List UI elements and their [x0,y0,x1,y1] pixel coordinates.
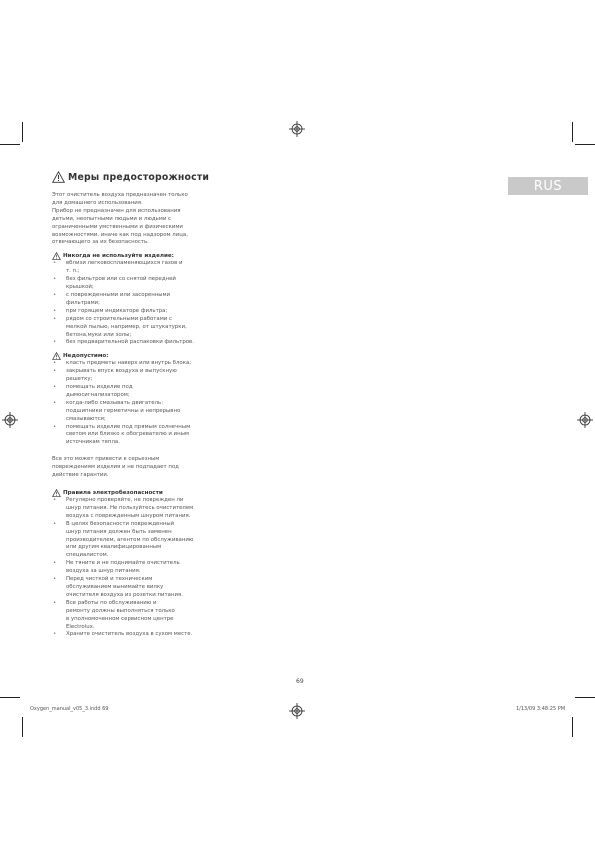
list-item: • Регулярно проверяйте, не поврежден ли шнур питания. Не пользуйтесь очистителем воздуха с поврежденным шнуром питания. [52,497,212,521]
list-item: • Перед чисткой и техническим обслуживанием вынимайте вилку очистителя воздуха из розетки питания. [52,576,212,600]
title-row [52,168,212,186]
crop-mark-top-left-h [0,144,20,145]
warning-triangle-icon [52,252,61,260]
language-tab: RUS [508,177,588,195]
crop-mark-bottom-right-h [575,697,595,698]
page-number: 69 [296,678,304,685]
list-item: • без предварительной распаковки фильтров. [52,339,212,347]
never-use-list [52,260,212,347]
electrical-list [52,497,212,639]
list-item: • когда-либо смазывать двигатель: подшипники герметичны и непрерывно смазываются; [52,400,212,424]
page-title: Меры предосторожности [68,171,210,183]
registration-mark-icon [289,121,305,137]
registration-mark-icon [289,703,305,719]
crop-mark-bottom-left-v [22,717,23,737]
crop-mark-bottom-right-v [572,717,573,737]
not-allowed-heading: Недопустимо: [63,352,109,359]
list-item: • с поврежденными или засоренными фильтрами; [52,292,212,308]
never-use-heading: Никогда не используйте изделие: [63,252,174,259]
list-item: • Все работы по обслуживанию и ремонту должны выполняться только в уполномоченном сервисном центре Electrolux. [52,600,212,632]
crop-mark-top-right-v [572,122,573,142]
crop-mark-bottom-left-h [0,697,20,698]
warning-triangle-icon [52,489,61,497]
registration-mark-icon [2,412,18,428]
list-item: • класть предметы наверх или внутрь блока; [52,360,212,368]
footer-timestamp: 1/13/09 3:48:25 PM [516,706,566,712]
list-item: • вблизи легковоспламеняющихся газов и т. п.; [52,260,212,276]
list-item: • Храните очиститель воздуха в сухом месте. [52,631,212,639]
list-item: • помещать изделие под прямым солнечным светом или близко к обогревателю и иным источникам тепла. [52,424,212,448]
intro-text: Этот очиститель воздуха предназначен только для домашнего использования. Прибор не предназначен для использования детьми, неопытными людьми и людьми с ограниченными умственными и физическими возможностями, иначе как под надзором лица, отвечающего за их безопасность. [52,192,188,246]
list-item: • без фильтров или со снятой передней крышкой; [52,276,212,292]
footer-filename: Oxygen_manual_v05_3.indd 69 [30,706,109,712]
never-use-heading-row [52,251,212,260]
warranty-warning-text: Все это может привести к серьезным повреждениям изделия и не подпадает под действие гарантии. [52,456,179,479]
list-item: • при горящем индикаторе фильтра; [52,308,212,316]
list-item: • рядом со строительными работами с мелкой пылью, например, от штукатурки, бетона,муки или золы; [52,316,212,340]
safety-section [52,168,212,639]
list-item: • закрывать впуск воздуха и выпускную решетку; [52,368,212,384]
electrical-heading: Правила электробезопасности [63,489,163,496]
list-item: • Не тяните и не поднимайте очиститель воздуха за шнур питания. [52,560,212,576]
list-item: • В целях безопасности поврежденный шнур питания должен быть заменен производителем, агентом по обслуживанию или другим квалифицированным специалистом. [52,521,212,561]
warning-triangle-icon [52,352,61,360]
list-item: • помещать изделие под дымосигнализатором; [52,384,212,400]
warning-triangle-icon [52,171,65,183]
electrical-heading-row [52,488,212,497]
registration-mark-icon [577,412,593,428]
not-allowed-heading-row [52,351,212,360]
crop-mark-top-right-h [575,144,595,145]
crop-mark-top-left-v [22,122,23,142]
not-allowed-list [52,360,212,447]
